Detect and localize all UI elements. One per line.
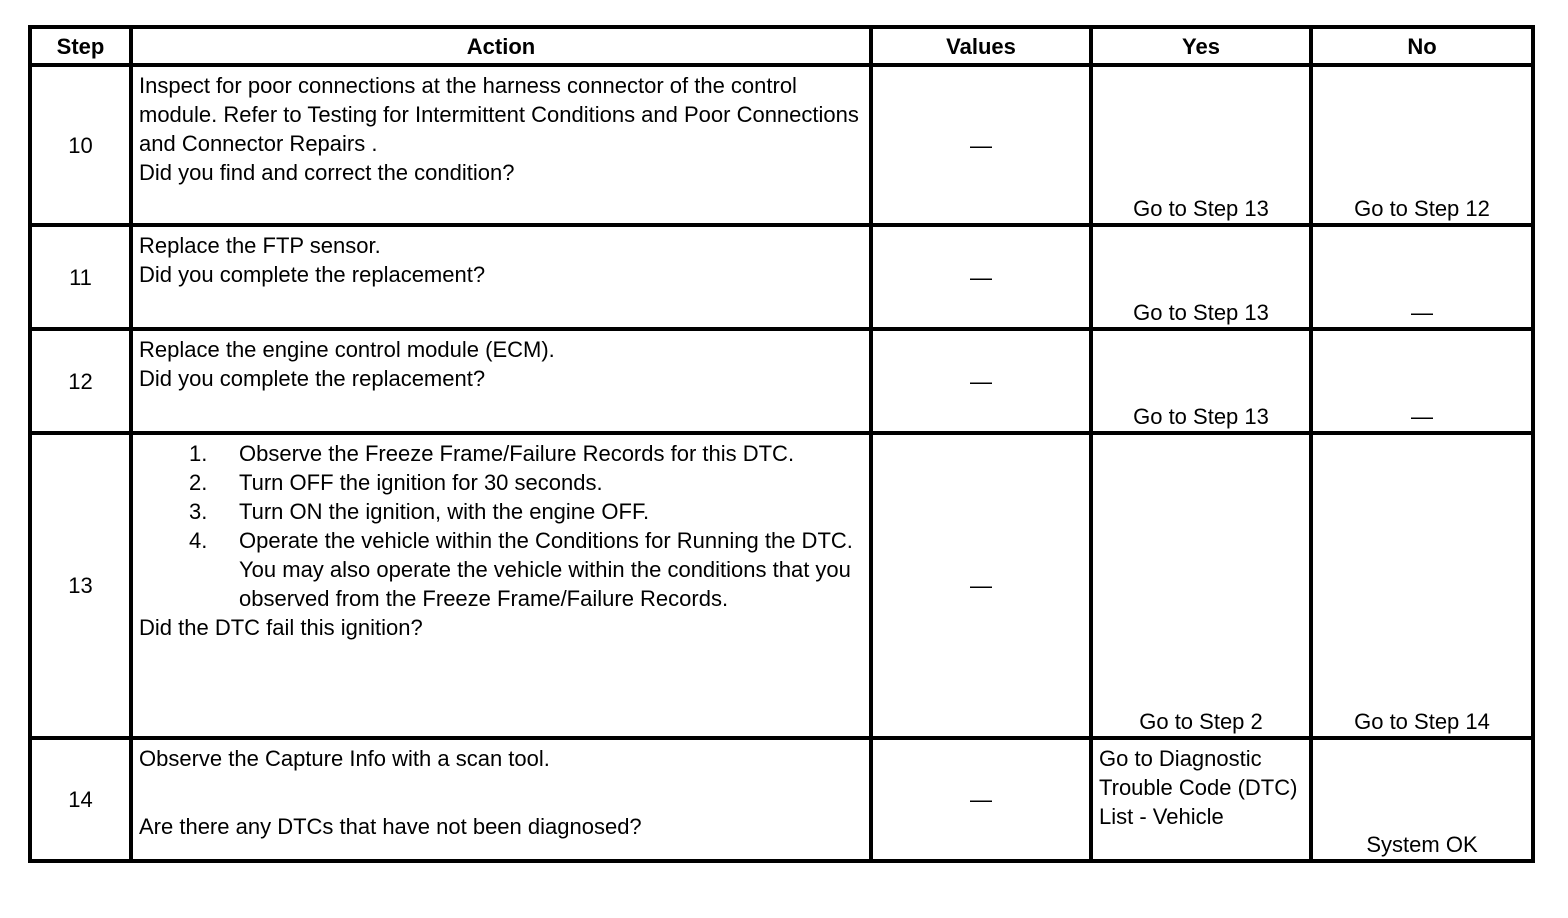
action-question: Did you complete the replacement? xyxy=(139,262,486,287)
action-step-item: Turn OFF the ignition for 30 seconds. xyxy=(239,470,603,495)
table-row xyxy=(30,65,1533,225)
action-step-item: Turn ON the ignition, with the engine OFF. xyxy=(239,499,650,524)
action-cell xyxy=(131,738,871,861)
action-cell xyxy=(131,433,871,738)
step-number: 10 xyxy=(30,65,131,225)
table-row xyxy=(30,433,1533,738)
action-text: Inspect for poor connections at the harness connector of the control module. Refer to Testing for Intermittent Conditions and Poor Connections and Connector Repairs . xyxy=(139,73,859,156)
values-cell: — xyxy=(871,225,1091,329)
action-text: Replace the FTP sensor. xyxy=(139,233,381,258)
header-values: Values xyxy=(871,27,1091,65)
action-question: Did you find and correct the condition? xyxy=(139,160,515,185)
header-step: Step xyxy=(30,27,131,65)
table-row xyxy=(30,329,1533,433)
action-step-item: Observe the Freeze Frame/Failure Records for this DTC. xyxy=(239,441,795,466)
values-cell: — xyxy=(871,65,1091,225)
action-text: Replace the engine control module (ECM). xyxy=(139,337,555,362)
action-question: Are there any DTCs that have not been diagnosed? xyxy=(139,814,642,839)
header-row xyxy=(30,27,1533,65)
table-row xyxy=(30,225,1533,329)
yes-cell: Go to Step 13 xyxy=(1091,225,1311,329)
header-no: No xyxy=(1311,27,1533,65)
action-cell xyxy=(131,225,871,329)
step-number: 14 xyxy=(30,738,131,861)
no-cell: Go to Step 14 xyxy=(1311,433,1533,738)
action-text: Observe the Capture Info with a scan tool. xyxy=(139,746,550,771)
no-cell: — xyxy=(1311,329,1533,433)
action-question: Did you complete the replacement? xyxy=(139,366,486,391)
action-steps-list xyxy=(139,439,863,613)
yes-cell: Go to Step 2 xyxy=(1091,433,1311,738)
action-cell xyxy=(131,65,871,225)
values-cell: — xyxy=(871,329,1091,433)
no-cell: System OK xyxy=(1311,738,1533,861)
table-row xyxy=(30,738,1533,861)
action-question: Did the DTC fail this ignition? xyxy=(139,615,423,640)
yes-cell: Go to Step 13 xyxy=(1091,65,1311,225)
step-number: 11 xyxy=(30,225,131,329)
values-cell: — xyxy=(871,738,1091,861)
yes-cell: Go to Diagnostic Trouble Code (DTC) List - Vehicle xyxy=(1091,738,1311,861)
action-step-item: Operate the vehicle within the Conditions for Running the DTC. You may also operate the vehicle within the conditions that you observed from the Freeze Frame/Failure Records. xyxy=(239,528,853,611)
step-number: 12 xyxy=(30,329,131,433)
header-yes: Yes xyxy=(1091,27,1311,65)
values-cell: — xyxy=(871,433,1091,738)
header-action: Action xyxy=(131,27,871,65)
yes-cell: Go to Step 13 xyxy=(1091,329,1311,433)
action-cell xyxy=(131,329,871,433)
no-cell: — xyxy=(1311,225,1533,329)
diagnostic-table xyxy=(28,25,1535,863)
no-cell: Go to Step 12 xyxy=(1311,65,1533,225)
step-number: 13 xyxy=(30,433,131,738)
